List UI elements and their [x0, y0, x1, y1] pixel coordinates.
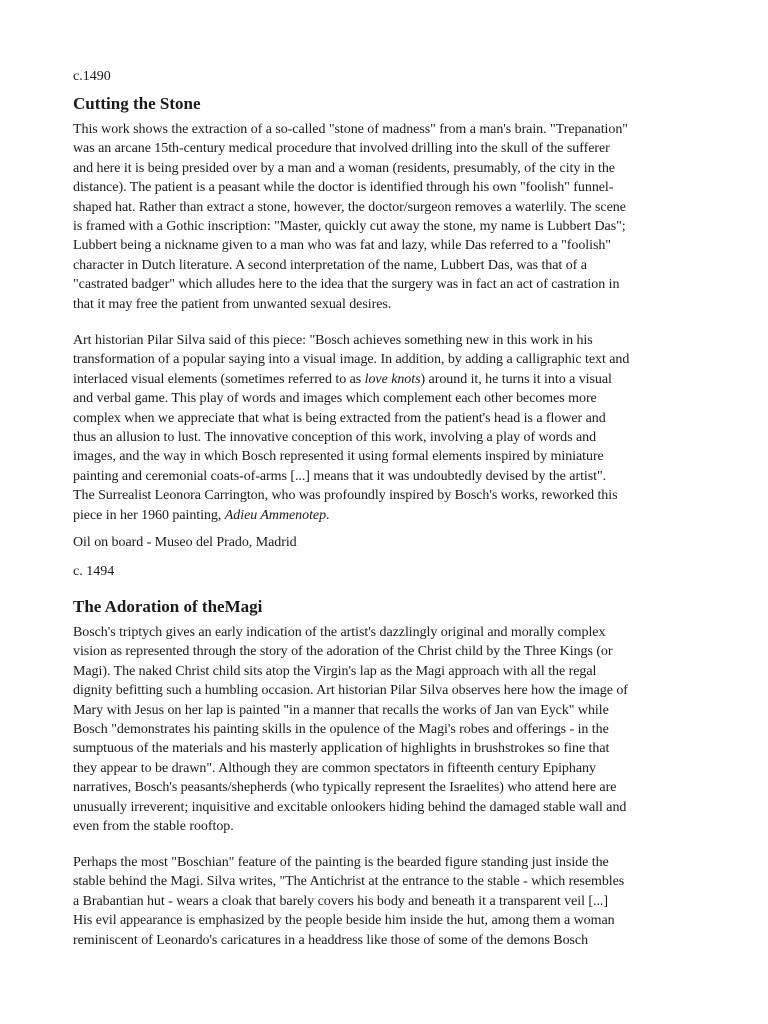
text-line: character in Dutch literature. A second interpretation of the name, Lubbert Das, was that of a [73, 257, 587, 273]
text-line: Lubbert being a nickname given to a man who was fat and lazy, while Das referred to a "foolish" [73, 238, 611, 254]
text-line: they appear to be drawn". Although they are common spectators in fifteenth century Epiphany [73, 760, 596, 776]
text-fragment: piece in her 1960 painting, [73, 507, 225, 523]
text-line: shaped hat. Rather than extract a stone, however, the doctor/surgeon removes a waterlily. The scene [73, 199, 626, 215]
text-line: Art historian Pilar Silva said of this piece: "Bosch achieves something new in this work in his [73, 333, 593, 348]
text-line: transformation of a popular saying into a visual image. In addition, by adding a calligraphic text and [73, 352, 630, 368]
text-line: Bosch's triptych gives an early indication of the artist's dazzlingly original and morally complex [73, 625, 606, 640]
text-line [73, 506, 697, 525]
text-line: The Surrealist Leonora Carrington, who was profoundly inspired by Bosch's works, reworked this [73, 488, 618, 504]
text-line: and here it is being presided over by a man and a woman (residents, presumably, of the city in the [73, 160, 615, 176]
text-line: Perhaps the most "Boschian" feature of the painting is the bearded figure standing just inside the [73, 855, 609, 870]
text-line: reminiscent of Leonardo's caricatures in a headdress like those of some of the demons Bosch [73, 932, 589, 948]
text-fragment: ) around it, he turns it into a visual [420, 371, 612, 387]
section1-paragraph-1 [73, 120, 697, 314]
text-line [73, 370, 697, 389]
section1-paragraph-2 [73, 331, 697, 525]
text-line: thus an allusion to lust. The innovative conception of this work, involving a play of words and [73, 430, 597, 446]
text-fragment: interlaced visual elements (sometimes referred to as [73, 371, 365, 387]
text-line: a Brabantian hut - wears a cloak that barely covers his body and beneath it a transparent veil [...] [73, 893, 608, 909]
text-line: that it may free the patient from unwanted sexual desires. [73, 296, 392, 312]
text-line: "castrated badger" which alludes here to the idea that the surgery was in fact an act of castration in [73, 277, 620, 293]
section2-date: c. 1494 [73, 564, 115, 579]
emphasis-love-knots: love knots [364, 371, 421, 387]
text-line: was an arcane 15th-century medical procedure that involved drilling into the skull of the sufferer [73, 141, 610, 157]
section2-title: The Adoration of theMagi [73, 597, 263, 616]
text-line: Magi). The naked Christ child sits atop the Virgin's lap as the Magi approach with all the regal [73, 663, 597, 679]
text-line: stable behind the Magi. Silva writes, "The Antichrist at the entrance to the stable - which resembles [73, 874, 625, 890]
text-line: narratives, Bosch's peasants/shepherds (who typically represent the Israelites) who attend here are [73, 780, 617, 796]
text-line: is framed with a Gothic inscription: "Master, quickly cut away the stone, my name is Lubbert Das"; [73, 219, 626, 235]
text-line: and verbal game. This play of words and images which complement each other becomes more [73, 391, 597, 407]
section2-paragraph-1 [73, 623, 697, 836]
text-line: distance). The patient is a peasant while the doctor is identified through his own "foolish" funnel- [73, 180, 614, 196]
text-line: painting and ceremonial coats-of-arms [...] means that it was undoubtedly devised by the artist". [73, 468, 607, 484]
text-line: unusually irreverent; inquisitive and excitable onlookers hiding behind the damaged stable wall and [73, 799, 627, 815]
text-line: even from the stable rooftop. [73, 819, 234, 835]
text-line: vision as represented through the story of the adoration of the Christ child by the Three Kings (or [73, 644, 613, 660]
text-line: complex when we appreciate that what is being extracted from the patient's head is a flower and [73, 410, 606, 426]
text-line: His evil appearance is emphasized by the people beside him inside the hut, among them a woman [73, 913, 615, 929]
text-line: Bosch "demonstrates his painting skills in the opulence of the Magi's robes and offerings - in the [73, 722, 609, 738]
section2-paragraph-2 [73, 853, 697, 950]
section1-title: Cutting the Stone [73, 94, 201, 113]
text-line: dignity befitting such a humbling occasion. Art historian Pilar Silva observes here how the image of [73, 683, 628, 699]
section1-medium: Oil on board - Museo del Prado, Madrid [73, 535, 297, 550]
text-line: sumptuous of the materials and his masterly application of highlights in brushstrokes so fine that [73, 741, 610, 757]
text-line: Mary with Jesus on her lap is painted "in a manner that recalls the works of Jan van Eyck" while [73, 702, 609, 718]
emphasis-painting-title: Adieu Ammenotep [224, 507, 327, 523]
text-line: This work shows the extraction of a so-called "stone of madness" from a man's brain. "Trepanation" [73, 122, 628, 137]
section1-date: c.1490 [73, 69, 111, 84]
text-line: images, and the way in which Bosch represented it using formal elements inspired by miniature [73, 449, 604, 465]
text-fragment: . [326, 507, 330, 523]
